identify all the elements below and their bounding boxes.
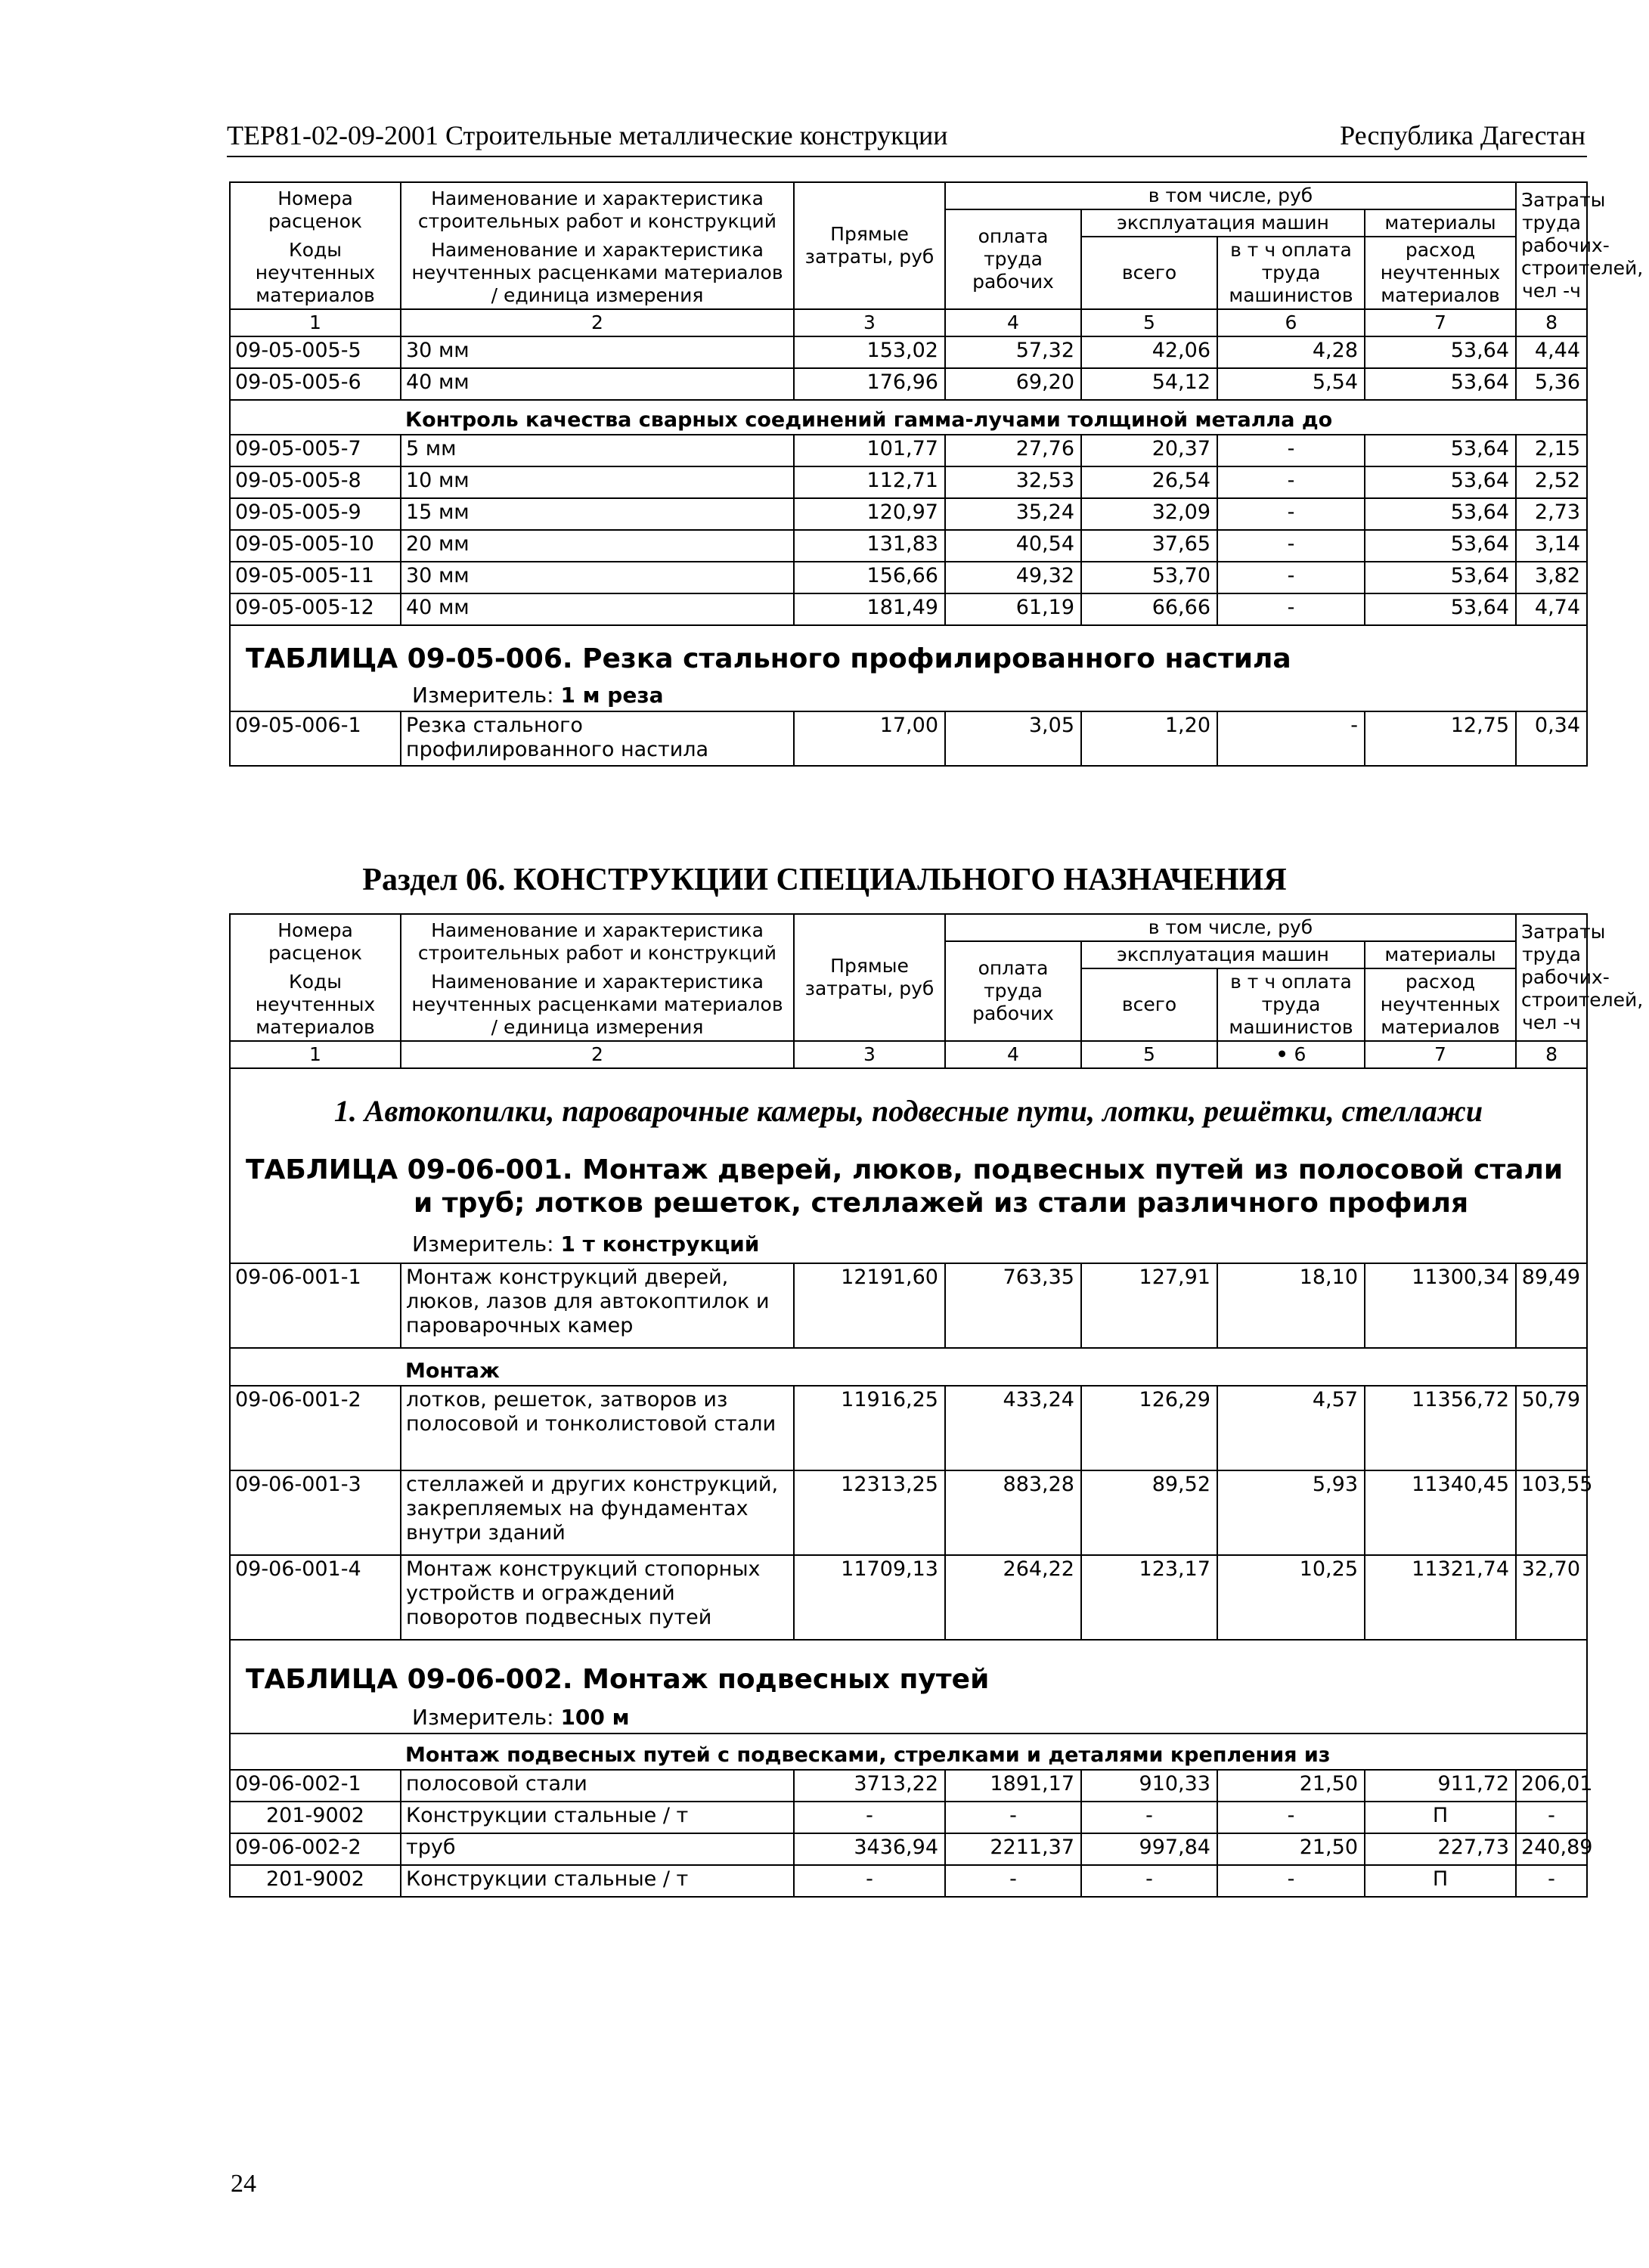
col-num: 5 (1081, 1041, 1217, 1068)
col-num: 7 (1365, 309, 1516, 336)
rate-machines: 37,65 (1081, 530, 1217, 562)
rate-direct: 131,83 (794, 530, 945, 562)
measure-value: 1 т конструкций (560, 1232, 760, 1256)
rates-group-001 (230, 1386, 1593, 1640)
measure-label: Измеритель: (412, 1232, 554, 1256)
rate-materials: П (1365, 1865, 1516, 1897)
rate-machines: 123,17 (1081, 1555, 1217, 1640)
rate-machines: 54,12 (1081, 368, 1217, 400)
rate-wage: 3,05 (945, 711, 1081, 766)
rate-name: 40 мм (401, 593, 794, 625)
rate-labor: 2,73 (1516, 498, 1587, 530)
rate-materials: 53,64 (1365, 593, 1516, 625)
rate-machinist: - (1217, 1865, 1365, 1897)
rate-materials: 53,64 (1365, 562, 1516, 593)
rate-code: 09-05-005-11 (230, 562, 401, 593)
rate-code: 09-05-005-5 (230, 336, 401, 368)
rates-table-2 (229, 913, 1644, 1898)
table-row (230, 336, 1587, 368)
rate-machinist: 4,57 (1217, 1386, 1365, 1470)
rate-labor: 2,52 (1516, 466, 1587, 498)
table-row (230, 1386, 1587, 1470)
rate-labor: - (1516, 1865, 1587, 1897)
rate-name: 40 мм (401, 368, 794, 400)
rate-machinist: - (1217, 498, 1365, 530)
col-labor: Затраты труда рабочих-строителей, чел -ч (1516, 182, 1587, 309)
col-machines: эксплуатация машин (1081, 941, 1365, 968)
rate-wage: 883,28 (945, 1470, 1081, 1555)
col-mat-usage: расход неучтенных материалов (1365, 237, 1516, 309)
table-row (230, 466, 1587, 498)
rate-wage: 35,24 (945, 498, 1081, 530)
rate-labor: 103,55 (1516, 1470, 1587, 1555)
rate-machinist: 5,93 (1217, 1470, 1365, 1555)
rate-machinist: 21,50 (1217, 1833, 1365, 1865)
rate-machines: 53,70 (1081, 562, 1217, 593)
rate-code: 09-05-005-6 (230, 368, 401, 400)
region-label: Республика Дагестан (1340, 120, 1585, 150)
rate-machinist: - (1217, 562, 1365, 593)
measure-line (412, 1706, 1571, 1730)
table-title: ТАБЛИЦА 09-06-001. Монтаж дверей, люков, подвесных путей из полосовой стали и труб; лотков решеток, стеллажей из стали различного профиля (246, 1154, 1564, 1219)
col-num: 8 (1516, 1041, 1587, 1068)
rate-direct: 12313,25 (794, 1470, 945, 1555)
rate-wage: - (945, 1802, 1081, 1833)
document-title: ТЕР81-02-09-2001 Строительные металлические конструкции (227, 120, 948, 150)
rate-machines: 20,37 (1081, 435, 1217, 466)
table-row (230, 593, 1587, 625)
col-materials: материалы (1365, 209, 1516, 237)
rate-name: 20 мм (401, 530, 794, 562)
rate-code: 09-05-006-1 (230, 711, 401, 766)
rate-name: труб (401, 1833, 794, 1865)
spacer-cell (230, 1348, 401, 1386)
rate-code: 09-06-002-2 (230, 1833, 401, 1865)
rate-machinist: - (1217, 711, 1365, 766)
subheading: Контроль качества сварных соединений гамма-лучами толщиной металла до (401, 400, 1587, 435)
rate-materials: 12,75 (1365, 711, 1516, 766)
rate-machinist: - (1217, 466, 1365, 498)
rate-direct: 156,66 (794, 562, 945, 593)
rate-code: 09-05-005-7 (230, 435, 401, 466)
rate-name: 15 мм (401, 498, 794, 530)
rate-labor: 3,14 (1516, 530, 1587, 562)
measure-line (412, 683, 1571, 708)
table-row (230, 1833, 1587, 1865)
rate-labor: 50,79 (1516, 1386, 1587, 1470)
rate-code: 09-05-005-8 (230, 466, 401, 498)
subsection-block (230, 1068, 1587, 1263)
rate-machines: 26,54 (1081, 466, 1217, 498)
rate-wage: 57,32 (945, 336, 1081, 368)
rate-materials: 53,64 (1365, 435, 1516, 466)
spacer-cell (230, 1734, 401, 1770)
col-num: 6 (1294, 1043, 1306, 1065)
rate-materials: 53,64 (1365, 368, 1516, 400)
table-row (230, 530, 1587, 562)
rate-labor: - (1516, 1802, 1587, 1833)
col-num: 4 (945, 309, 1081, 336)
col-num: 6 (1217, 309, 1365, 336)
rate-direct: - (794, 1802, 945, 1833)
col-wage: оплата труда рабочих (945, 941, 1081, 1041)
col-name-bottom: Наименование и характеристика неучтенных расценками материалов / единица измерения (401, 968, 794, 1041)
rate-direct: 3436,94 (794, 1833, 945, 1865)
rate-materials: 53,64 (1365, 466, 1516, 498)
table-row (230, 1802, 1587, 1833)
rate-wage: 40,54 (945, 530, 1081, 562)
measure-value: 1 м реза (560, 683, 664, 708)
rate-materials: 11321,74 (1365, 1555, 1516, 1640)
col-num-6 (1217, 1041, 1365, 1068)
rates-group-002 (230, 1770, 1593, 1897)
rate-labor: 5,36 (1516, 368, 1587, 400)
rate-direct: 120,97 (794, 498, 945, 530)
rate-direct: 181,49 (794, 593, 945, 625)
col-num: 2 (401, 1041, 794, 1068)
rate-machinist: - (1217, 435, 1365, 466)
bullet-mark: • (1275, 1043, 1288, 1065)
rate-wage: 763,35 (945, 1263, 1081, 1348)
table-row (230, 562, 1587, 593)
rate-materials: 11300,34 (1365, 1263, 1516, 1348)
col-machinist: в т ч оплата труда машинистов (1217, 968, 1365, 1041)
rate-materials: 53,64 (1365, 530, 1516, 562)
rate-labor: 3,82 (1516, 562, 1587, 593)
subsection-title: 1. Автокопилки, пароварочные камеры, подвесные пути, лотки, решётки, стеллажи (333, 1094, 1483, 1128)
table-row (230, 435, 1587, 466)
rate-labor: 32,70 (1516, 1555, 1587, 1640)
rate-direct: 11916,25 (794, 1386, 945, 1470)
col-num: 1 (230, 309, 401, 336)
rate-name: 30 мм (401, 336, 794, 368)
col-materials: материалы (1365, 941, 1516, 968)
rate-code: 09-06-001-1 (230, 1263, 401, 1348)
col-num: 5 (1081, 309, 1217, 336)
rate-name: Конструкции стальные / т (401, 1802, 794, 1833)
col-labor: Затраты труда рабочих-строителей, чел -ч (1516, 914, 1587, 1041)
rate-machines: 89,52 (1081, 1470, 1217, 1555)
spacer-cell (230, 400, 401, 435)
rate-machines: 126,29 (1081, 1386, 1217, 1470)
rate-name: 30 мм (401, 562, 794, 593)
rate-name: лотков, решеток, затворов из полосовой и тонколистовой стали (401, 1386, 794, 1470)
table-row (230, 1770, 1587, 1802)
measure-label: Измеритель: (412, 683, 554, 708)
rate-machinist: 5,54 (1217, 368, 1365, 400)
rate-machines: 1,20 (1081, 711, 1217, 766)
measure-value: 100 м (560, 1705, 630, 1730)
rate-code: 09-05-005-10 (230, 530, 401, 562)
rate-wage: 1891,17 (945, 1770, 1081, 1802)
rate-labor: 240,89 (1516, 1833, 1587, 1865)
rate-name: Монтаж конструкций стопорных устройств и ограждений поворотов подвесных путей (401, 1555, 794, 1640)
rate-wage: - (945, 1865, 1081, 1897)
col-codes-bottom: Коды неучтенных материалов (230, 968, 401, 1041)
rate-direct: 112,71 (794, 466, 945, 498)
rate-code: 09-06-001-3 (230, 1470, 401, 1555)
rate-code: 201-9002 (230, 1802, 401, 1833)
col-codes-top: Номера расценок (230, 914, 401, 968)
col-incl: в том числе, руб (945, 914, 1516, 941)
rate-labor: 2,15 (1516, 435, 1587, 466)
rate-wage: 61,19 (945, 593, 1081, 625)
col-machinist: в т ч оплата труда машинистов (1217, 237, 1365, 309)
col-num: 2 (401, 309, 794, 336)
rate-direct: 3713,22 (794, 1770, 945, 1802)
rate-code: 201-9002 (230, 1865, 401, 1897)
col-num: 7 (1365, 1041, 1516, 1068)
rate-code: 09-05-005-9 (230, 498, 401, 530)
rate-wage: 2211,37 (945, 1833, 1081, 1865)
table-title: ТАБЛИЦА 09-06-002. Монтаж подвесных путей (246, 1664, 990, 1695)
rate-labor: 4,44 (1516, 336, 1587, 368)
col-mat-usage: расход неучтенных материалов (1365, 968, 1516, 1041)
rate-machinist: - (1217, 593, 1365, 625)
rate-materials: 911,72 (1365, 1770, 1516, 1802)
rate-direct: 153,02 (794, 336, 945, 368)
col-name-top: Наименование и характеристика строительных работ и конструкций (401, 182, 794, 237)
rate-machinist: - (1217, 1802, 1365, 1833)
rate-code: 09-06-002-1 (230, 1770, 401, 1802)
rate-wage: 433,24 (945, 1386, 1081, 1470)
page-number: 24 (231, 2170, 256, 2198)
rate-materials: 11356,72 (1365, 1386, 1516, 1470)
col-name-top: Наименование и характеристика строительных работ и конструкций (401, 914, 794, 968)
table-row (230, 1865, 1587, 1897)
subheading: Монтаж (401, 1348, 1587, 1386)
table-row (230, 1470, 1587, 1555)
col-machines-total: всего (1081, 968, 1217, 1041)
rate-machines: - (1081, 1865, 1217, 1897)
rates-group-a (230, 336, 1587, 400)
rate-direct: - (794, 1865, 945, 1897)
col-direct: Прямые затраты, руб (794, 182, 945, 309)
header-divider (227, 156, 1587, 157)
col-machines-total: всего (1081, 237, 1217, 309)
rate-name: Резка стального профилированного настила (401, 711, 794, 766)
table-heading-09-06-002 (230, 1640, 1587, 1734)
rate-direct: 12191,60 (794, 1263, 945, 1348)
rate-direct: 176,96 (794, 368, 945, 400)
rate-machines: 127,91 (1081, 1263, 1217, 1348)
rate-materials: 11340,45 (1365, 1470, 1516, 1555)
rate-direct: 17,00 (794, 711, 945, 766)
col-codes-top: Номера расценок (230, 182, 401, 237)
rate-materials: П (1365, 1802, 1516, 1833)
rates-group-b (230, 435, 1587, 625)
rates-table-1 (229, 181, 1644, 767)
rate-name: Монтаж конструкций дверей, люков, лазов для автокоптилок и пароварочных камер (401, 1263, 794, 1348)
rate-materials: 53,64 (1365, 498, 1516, 530)
rate-code: 09-06-001-4 (230, 1555, 401, 1640)
table-title: ТАБЛИЦА 09-05-006. Резка стального профилированного настила (246, 643, 1291, 674)
table-row (230, 1555, 1587, 1640)
rate-machinist: 18,10 (1217, 1263, 1365, 1348)
col-incl: в том числе, руб (945, 182, 1516, 209)
subheading: Монтаж подвесных путей с подвесками, стрелками и деталями крепления из (401, 1734, 1587, 1770)
rate-wage: 49,32 (945, 562, 1081, 593)
col-num: 1 (230, 1041, 401, 1068)
rate-machines: - (1081, 1802, 1217, 1833)
rate-direct: 101,77 (794, 435, 945, 466)
col-machines: эксплуатация машин (1081, 209, 1365, 237)
rate-code: 09-05-005-12 (230, 593, 401, 625)
rate-name: стеллажей и других конструкций, закрепляемых на фундаментах внутри зданий (401, 1470, 794, 1555)
col-num: 3 (794, 309, 945, 336)
section-title: Раздел 06. КОНСТРУКЦИИ СПЕЦИАЛЬНОГО НАЗНАЧЕНИЯ (362, 863, 1287, 897)
col-direct: Прямые затраты, руб (794, 914, 945, 1041)
rate-machines: 997,84 (1081, 1833, 1217, 1865)
rate-name: 10 мм (401, 466, 794, 498)
rate-machines: 32,09 (1081, 498, 1217, 530)
col-num: 3 (794, 1041, 945, 1068)
rate-labor: 89,49 (1516, 1263, 1587, 1348)
rate-machines: 66,66 (1081, 593, 1217, 625)
rate-code: 09-06-001-2 (230, 1386, 401, 1470)
rate-labor: 206,01 (1516, 1770, 1587, 1802)
rate-labor: 4,74 (1516, 593, 1587, 625)
col-codes-bottom: Коды неучтенных материалов (230, 237, 401, 309)
col-wage: оплата труда рабочих (945, 209, 1081, 309)
rate-materials: 227,73 (1365, 1833, 1516, 1865)
rate-name: 5 мм (401, 435, 794, 466)
rate-machines: 910,33 (1081, 1770, 1217, 1802)
rate-wage: 32,53 (945, 466, 1081, 498)
table-heading-09-05-006 (230, 625, 1587, 711)
col-num: 8 (1516, 309, 1587, 336)
rate-machinist: 4,28 (1217, 336, 1365, 368)
rate-wage: 264,22 (945, 1555, 1081, 1640)
table-row (230, 368, 1587, 400)
rate-machinist: 10,25 (1217, 1555, 1365, 1640)
rate-machinist: 21,50 (1217, 1770, 1365, 1802)
col-num: 4 (945, 1041, 1081, 1068)
rate-name: Конструкции стальные / т (401, 1865, 794, 1897)
rate-machinist: - (1217, 530, 1365, 562)
rate-machines: 42,06 (1081, 336, 1217, 368)
col-name-bottom: Наименование и характеристика неучтенных расценками материалов / единица измерения (401, 237, 794, 309)
table-row (230, 498, 1587, 530)
rate-name: полосовой стали (401, 1770, 794, 1802)
rate-labor: 0,34 (1516, 711, 1587, 766)
rate-wage: 27,76 (945, 435, 1081, 466)
rate-direct: 11709,13 (794, 1555, 945, 1640)
rate-wage: 69,20 (945, 368, 1081, 400)
measure-line (412, 1232, 1571, 1256)
rate-materials: 53,64 (1365, 336, 1516, 368)
measure-label: Измеритель: (412, 1705, 554, 1730)
